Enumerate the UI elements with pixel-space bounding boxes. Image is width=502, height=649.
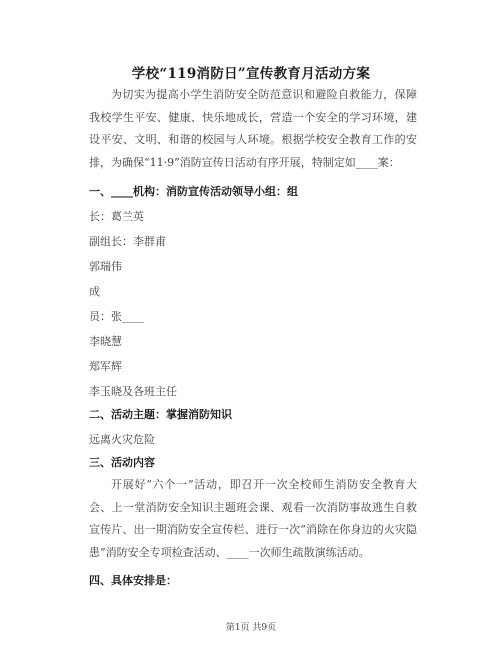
- section1-line: 成: [89, 285, 100, 298]
- section1-line: 副组长：李群甫: [89, 235, 166, 248]
- section2-heading: 二、活动主题：掌握消防知识: [89, 408, 232, 421]
- section1-heading: 一、____机构：消防宣传活动领导小组：组: [89, 185, 298, 198]
- section1-line: 郭瑞伟: [89, 260, 122, 273]
- section3-paragraph: 开展好“六个一”活动，即召开一次全校师生消防安全教育大会、上一堂消防安全知识主题班会课、观看一次消防事故逃生自救宣传片、出一期消防安全宣传栏、进行一次“消除在你身边的火灾隐患”消防安全专项检查活动、____一次师生疏散演练活动。: [89, 478, 417, 559]
- page-footer: 第1页 共9页: [225, 623, 277, 633]
- section1-line: 长：葛兰英: [89, 210, 144, 223]
- intro-paragraph: 为切实为提高小学生消防安全防范意识和避险自救能力，保障我校学生平安、健康、快乐地成长，营造一个安全的学习环境，建设平安、文明、和谐的校园与人环境。根据学校安全教育工作的安排，为确保“11·9”消防宣传日活动有序开展，特制定如____案：: [89, 88, 417, 169]
- section3-heading: 三、活动内容: [89, 456, 155, 469]
- section4-heading: 四、具体安排是：: [89, 574, 177, 587]
- section1-line: 员：张____: [89, 310, 144, 323]
- document-title: 学校“119消防日”宣传教育月活动方案: [131, 66, 371, 82]
- section2-text: 远离火灾危险: [89, 433, 155, 446]
- section1-line: 李晓慧: [89, 335, 122, 348]
- section1-line: 郑军辉: [89, 360, 122, 373]
- section1-line: 李玉晓及各班主任: [89, 385, 177, 398]
